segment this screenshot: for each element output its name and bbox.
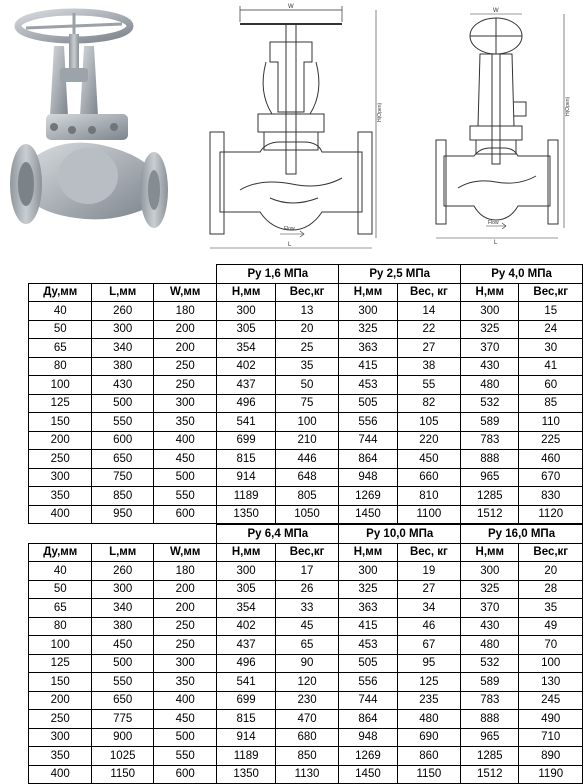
table-cell: 50 [275,376,338,395]
table-cell: 363 [339,599,397,618]
table-cell: 125 [29,654,92,673]
table-cell: 1512 [461,765,519,784]
table-cell: 556 [339,413,397,432]
table-cell: 55 [397,376,460,395]
table-cell: 300 [92,320,153,339]
valve-drawing-small-svg [200,2,384,254]
table-cell: 888 [461,450,519,469]
table-cell: 1285 [461,747,519,766]
valve-photo-illustration [6,6,172,238]
table-row [29,320,583,339]
table-cell: 1269 [339,487,397,506]
drawing1-label-w: W [288,4,294,10]
table-cell: 550 [153,747,217,766]
table-cell: 556 [339,673,397,692]
table-cell: 260 [92,562,153,581]
table2-col-header: Н,мм [217,543,275,562]
table-cell: 250 [29,710,92,729]
table-cell: 480 [397,710,460,729]
table-cell: 864 [339,710,397,729]
table-cell: 750 [92,468,153,487]
table-row [29,599,583,618]
table-cell: 300 [217,302,275,321]
table-row [29,728,583,747]
table1-col-header: Ду,мм [29,283,92,302]
table-cell: 415 [339,357,397,376]
table1-pressure-header-row [29,265,583,284]
table2-body [29,562,583,784]
table-cell: 496 [217,654,275,673]
table-cell: 46 [397,617,460,636]
table-cell: 35 [275,357,338,376]
table-cell: 541 [217,413,275,432]
table-cell: 200 [29,691,92,710]
table-cell: 650 [92,691,153,710]
table-row [29,450,583,469]
table-cell: 589 [461,413,519,432]
table2-col-header: Н,мм [461,543,519,562]
table-cell: 1189 [217,487,275,506]
table1-pressure-header: Ру 4,0 МПа [461,265,583,284]
table-cell: 200 [153,580,217,599]
table-row [29,468,583,487]
table1-col-header: W,мм [153,283,217,302]
table-cell: 480 [461,636,519,655]
table-cell: 300 [29,468,92,487]
table-cell: 480 [461,376,519,395]
table-cell: 100 [29,376,92,395]
table-cell: 1450 [339,765,397,784]
table-cell: 810 [397,487,460,506]
table-cell: 430 [461,357,519,376]
table2-col-header: L,мм [92,543,153,562]
table-row [29,339,583,358]
table-row [29,413,583,432]
table-cell: 22 [397,320,460,339]
table-cell: 250 [153,376,217,395]
table1-col-header: Н,мм [217,283,275,302]
table-cell: 325 [461,320,519,339]
table-cell: 130 [519,673,583,692]
table-cell: 830 [519,487,583,506]
table-cell: 437 [217,376,275,395]
table-cell: 20 [519,562,583,581]
table-row [29,431,583,450]
table-cell: 26 [275,580,338,599]
drawing2-label-h: H(Open) [565,96,571,116]
table-cell: 541 [217,673,275,692]
table-cell: 260 [92,302,153,321]
table-row [29,654,583,673]
table-cell: 965 [461,728,519,747]
table1-col-header: Вес, кг [397,283,460,302]
spec-table-2 [28,524,583,784]
table-cell: 888 [461,710,519,729]
table2-pressure-header: Ру 16,0 МПа [461,525,583,544]
table-cell: 370 [461,339,519,358]
table-cell: 1025 [92,747,153,766]
table1-col-header: Вес,кг [519,283,583,302]
table-cell: 850 [92,487,153,506]
table-cell: 500 [153,468,217,487]
table-cell: 402 [217,357,275,376]
table-cell: 250 [153,357,217,376]
table-cell: 1512 [461,505,519,524]
table-cell: 110 [519,413,583,432]
table-cell: 415 [339,617,397,636]
table-cell: 948 [339,468,397,487]
table-cell: 430 [92,376,153,395]
table-cell: 70 [519,636,583,655]
table-cell: 600 [92,431,153,450]
table-cell: 400 [153,431,217,450]
valve-drawing-small [200,2,384,254]
table-cell: 380 [92,357,153,376]
table-cell: 914 [217,468,275,487]
table-cell: 150 [29,673,92,692]
table-cell: 1189 [217,747,275,766]
table-cell: 180 [153,302,217,321]
table-cell: 40 [29,302,92,321]
table-cell: 660 [397,468,460,487]
table-cell: 19 [397,562,460,581]
table-row [29,691,583,710]
table-cell: 450 [153,450,217,469]
table-cell: 550 [92,673,153,692]
table-cell: 340 [92,339,153,358]
table-cell: 65 [275,636,338,655]
table-cell: 450 [92,636,153,655]
table-cell: 815 [217,450,275,469]
table-cell: 402 [217,617,275,636]
table-cell: 34 [397,599,460,618]
table-cell: 460 [519,450,583,469]
spec-table-1 [28,264,583,524]
table-cell: 100 [275,413,338,432]
drawing2-label-w: W [493,8,499,14]
table-cell: 100 [519,654,583,673]
table-cell: 25 [275,339,338,358]
table-cell: 75 [275,394,338,413]
table-cell: 430 [461,617,519,636]
table-row [29,747,583,766]
table-cell: 699 [217,691,275,710]
table-row [29,580,583,599]
table-cell: 815 [217,710,275,729]
table-cell: 400 [29,765,92,784]
table-cell: 850 [275,747,338,766]
table-cell: 450 [153,710,217,729]
table-cell: 370 [461,599,519,618]
table-cell: 350 [29,487,92,506]
table-cell: 1285 [461,487,519,506]
table-cell: 670 [519,468,583,487]
table-cell: 250 [153,617,217,636]
table-cell: 82 [397,394,460,413]
table-cell: 699 [217,431,275,450]
table-cell: 1190 [519,765,583,784]
table-cell: 220 [397,431,460,450]
table-cell: 453 [339,636,397,655]
table-cell: 200 [29,431,92,450]
table-row [29,487,583,506]
table-cell: 20 [275,320,338,339]
table-row [29,673,583,692]
drawing1-label-l: L [288,242,292,248]
table-cell: 500 [153,728,217,747]
table-cell: 325 [461,580,519,599]
table-cell: 680 [275,728,338,747]
table-cell: 450 [397,450,460,469]
table2-pressure-header-row [29,525,583,544]
table-cell: 340 [92,599,153,618]
table-cell: 300 [92,580,153,599]
table-cell: 300 [29,728,92,747]
table-cell: 125 [29,394,92,413]
table-cell: 230 [275,691,338,710]
table-cell: 300 [461,302,519,321]
table-cell: 496 [217,394,275,413]
valve-drawing-large [430,6,570,246]
table1-col-header: Н,мм [339,283,397,302]
table-cell: 1350 [217,505,275,524]
drawing2-label-flow: Flow [488,220,499,226]
table-cell: 300 [153,654,217,673]
table-cell: 950 [92,505,153,524]
table-cell: 650 [92,450,153,469]
table-cell: 41 [519,357,583,376]
table-cell: 200 [153,599,217,618]
table2-col-header: W,мм [153,543,217,562]
table-cell: 532 [461,394,519,413]
table-cell: 1450 [339,505,397,524]
table1-body [29,302,583,524]
table-cell: 50 [29,320,92,339]
table-cell: 40 [29,562,92,581]
table1-header-blank [29,265,217,284]
table-cell: 1150 [92,765,153,784]
table-cell: 38 [397,357,460,376]
table-cell: 446 [275,450,338,469]
table-cell: 783 [461,691,519,710]
table-cell: 17 [275,562,338,581]
table-cell: 300 [461,562,519,581]
table-cell: 27 [397,580,460,599]
table-cell: 28 [519,580,583,599]
table-cell: 300 [339,302,397,321]
table-cell: 80 [29,617,92,636]
table-cell: 354 [217,599,275,618]
table-cell: 250 [29,450,92,469]
table-cell: 860 [397,747,460,766]
table-cell: 125 [397,673,460,692]
table-row [29,617,583,636]
table-cell: 505 [339,394,397,413]
table-cell: 245 [519,691,583,710]
table-cell: 1050 [275,505,338,524]
table2-header-blank [29,525,217,544]
table-cell: 965 [461,468,519,487]
table-cell: 470 [275,710,338,729]
table-cell: 67 [397,636,460,655]
table-cell: 45 [275,617,338,636]
table-row [29,636,583,655]
table-cell: 550 [92,413,153,432]
table2-pressure-header: Ру 6,4 МПа [217,525,339,544]
table-cell: 1150 [397,765,460,784]
table1-col-header: Н,мм [461,283,519,302]
table-cell: 15 [519,302,583,321]
table-cell: 864 [339,450,397,469]
table-cell: 120 [275,673,338,692]
table2-col-header: Вес, кг [397,543,460,562]
table-cell: 710 [519,728,583,747]
table-cell: 13 [275,302,338,321]
table-cell: 105 [397,413,460,432]
table-cell: 690 [397,728,460,747]
table-cell: 305 [217,320,275,339]
table-cell: 350 [153,673,217,692]
table-cell: 890 [519,747,583,766]
table-cell: 363 [339,339,397,358]
table-cell: 27 [397,339,460,358]
table-cell: 235 [397,691,460,710]
table-cell: 14 [397,302,460,321]
table-row [29,710,583,729]
table-row [29,357,583,376]
table-cell: 1350 [217,765,275,784]
table-cell: 380 [92,617,153,636]
table-cell: 95 [397,654,460,673]
figures-area [0,0,585,262]
table-cell: 744 [339,691,397,710]
table2-column-header-row [29,543,583,562]
table-cell: 948 [339,728,397,747]
table2-col-header: Вес,кг [275,543,338,562]
table-cell: 24 [519,320,583,339]
table-cell: 225 [519,431,583,450]
table-cell: 400 [29,505,92,524]
table1-col-header: L,мм [92,283,153,302]
table-cell: 805 [275,487,338,506]
table1-col-header: Вес,кг [275,283,338,302]
table-cell: 300 [217,562,275,581]
table-row [29,562,583,581]
drawing1-label-flow: Flow [284,226,295,232]
table-cell: 1120 [519,505,583,524]
table-cell: 65 [29,599,92,618]
table-cell: 350 [29,747,92,766]
table-cell: 85 [519,394,583,413]
table-cell: 30 [519,339,583,358]
table-cell: 180 [153,562,217,581]
table-cell: 100 [29,636,92,655]
table-cell: 783 [461,431,519,450]
table-cell: 437 [217,636,275,655]
table-cell: 50 [29,580,92,599]
table-cell: 1130 [275,765,338,784]
table-row [29,394,583,413]
table-cell: 33 [275,599,338,618]
table-cell: 250 [153,636,217,655]
table-cell: 49 [519,617,583,636]
table-cell: 914 [217,728,275,747]
table-cell: 325 [339,580,397,599]
table-row [29,376,583,395]
drawing2-label-l: L [494,240,498,246]
table-cell: 35 [519,599,583,618]
table-cell: 80 [29,357,92,376]
table-cell: 150 [29,413,92,432]
table1-column-header-row [29,283,583,302]
table-row [29,765,583,784]
table-cell: 60 [519,376,583,395]
table-cell: 1100 [397,505,460,524]
table-cell: 300 [153,394,217,413]
valve-photo [6,6,172,238]
table-cell: 200 [153,339,217,358]
table-cell: 210 [275,431,338,450]
table-cell: 744 [339,431,397,450]
table-cell: 600 [153,765,217,784]
table-cell: 500 [92,654,153,673]
table1-pressure-header: Ру 1,6 МПа [217,265,339,284]
table-cell: 305 [217,580,275,599]
table1-pressure-header: Ру 2,5 МПа [339,265,461,284]
table-cell: 354 [217,339,275,358]
table-cell: 350 [153,413,217,432]
table-cell: 1269 [339,747,397,766]
table-row [29,302,583,321]
table-cell: 775 [92,710,153,729]
table-cell: 490 [519,710,583,729]
table2-pressure-header: Ру 10,0 МПа [339,525,461,544]
table-cell: 648 [275,468,338,487]
table-cell: 300 [339,562,397,581]
valve-drawing-large-svg [430,6,570,246]
table-cell: 505 [339,654,397,673]
table-cell: 453 [339,376,397,395]
table-cell: 90 [275,654,338,673]
table2-col-header: Ду,мм [29,543,92,562]
table-cell: 400 [153,691,217,710]
table-cell: 600 [153,505,217,524]
table-cell: 325 [339,320,397,339]
table-row [29,505,583,524]
table-cell: 500 [92,394,153,413]
table2-col-header: Н,мм [339,543,397,562]
table-cell: 532 [461,654,519,673]
table-cell: 589 [461,673,519,692]
table-cell: 900 [92,728,153,747]
table-cell: 550 [153,487,217,506]
table-cell: 65 [29,339,92,358]
table2-col-header: Вес,кг [519,543,583,562]
table-cell: 200 [153,320,217,339]
drawing1-label-h: H(Open) [377,102,383,122]
